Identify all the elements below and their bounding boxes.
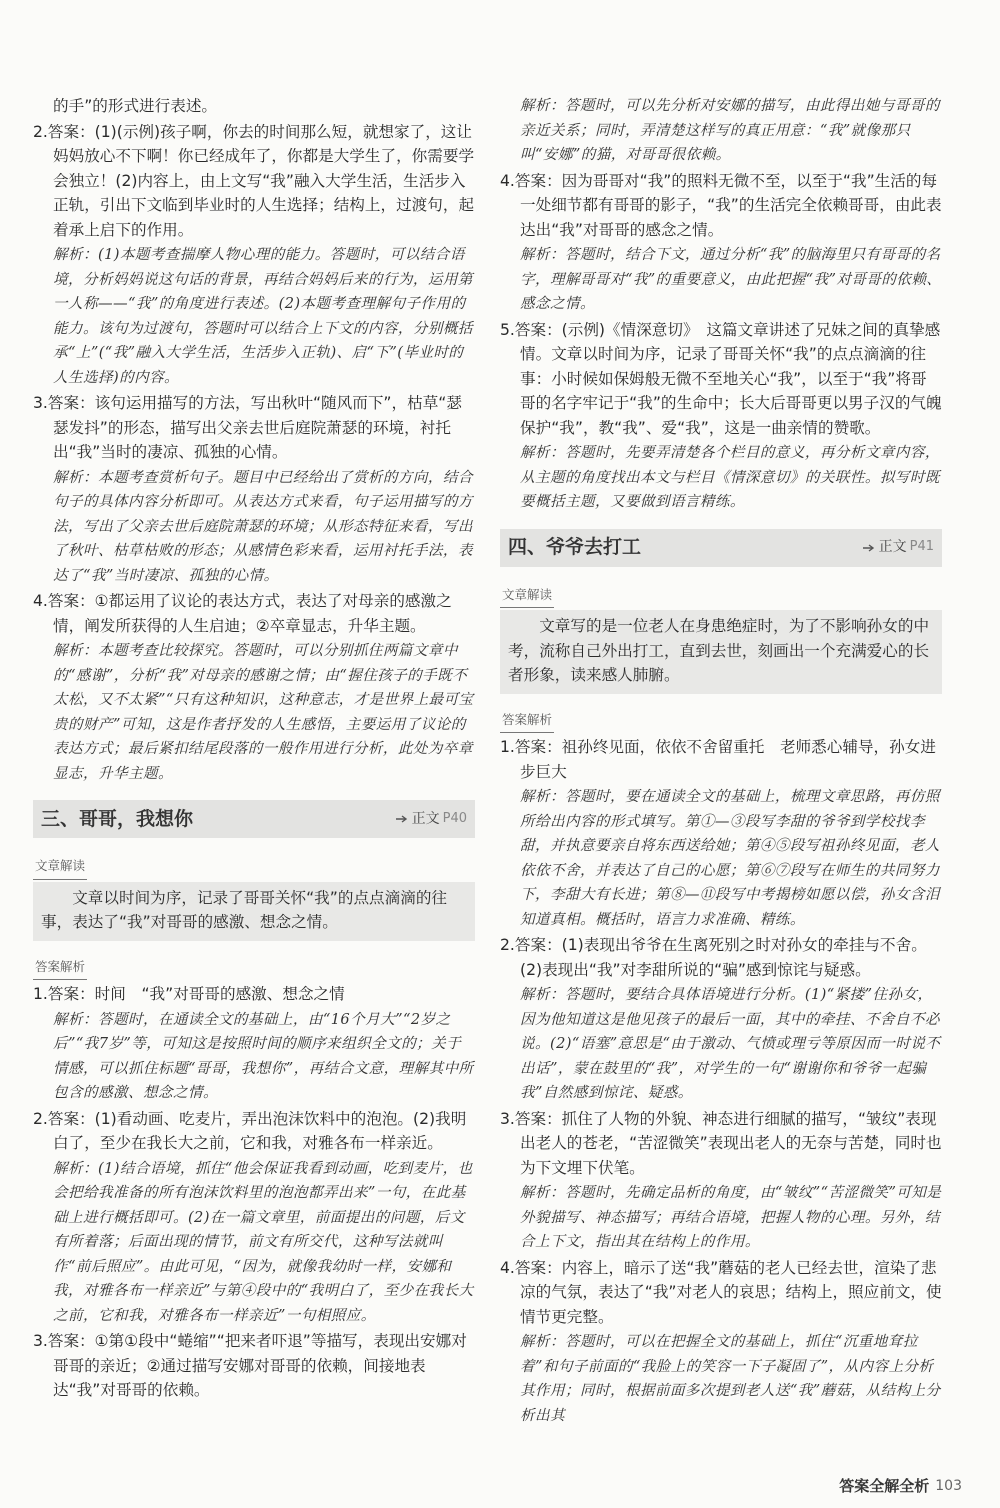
section-header-4 [500, 529, 942, 567]
right-column [500, 94, 942, 1429]
s3-explanation-5: 解析：答题时，先要弄清楚各个栏目的意义，再分析文章内容，从主题的角度找出本文与栏目《情深意切》的关联性。拟写时既要概括主题，又要做到语言精练。 [520, 444, 940, 510]
s3-answer-1: 1.答案：时间 “我”对哥哥的感激、想念之情 [33, 985, 345, 1003]
s4-answer-4: 4.答案：内容上，暗示了送“我”蘑菇的老人已经去世，渲染了悲凉的气氛，表达了“我”对老人的哀思；结构上，照应前文，使情节更完整。 [500, 1258, 942, 1326]
answer-2: 2.答案：(1)(示例)孩子啊，你去的时间那么短，就想家了，这让妈妈放心不下啊！你已经成年了，你都是大学生了，你需要学会独立！(2)内容上，由上文写“我”融入大学生活，生活步入正轨，引出下文临到毕业时的人生选择；结构上，过渡句，起着承上启下的作用。 [33, 122, 475, 239]
s4-explanation-1: 解析：答题时，要在通读全文的基础上，梳理文章思路，再仿照所给出内容的形式填写。第①—③段写李甜的爷爷到学校找李甜，并执意要亲自将东西送给她；第④⑤段写祖孙终见面，老人依依不舍，并表达了自己的心愿；第⑥⑦段写在师生的共同努力下，李甜大有长进；第⑧—⑪段写中考揭榜如愿以偿，孙女含泪知道真相。概括时，语言力求准确、精练。 [520, 788, 940, 928]
s3-answer-5: 5.答案：(示例)《情深意切》 这篇文章讲述了兄妹之间的真挚感情。文章以时间为序，记录了哥哥关怀“我”的点点滴滴的往事：小时候如保姆般无微不至地关心“我”，以至于“我”将哥哥的名字牢记于“我”的生命中；长大后哥哥更以男子汉的气魄保护“我”，教“我”、爱“我”，这是一曲亲情的赞歌。 [500, 320, 942, 437]
s3-explanation-2: 解析：(1)结合语境，抓住“他会保证我看到动画，吃到麦片，也会把给我准备的所有泡沫饮料里的泡泡都弄出来”一句，在此基础上进行概括即可。(2)在一篇文章里，前面提出的问题，后文有所着落；后面出现的情节，前文有所交代，这种写法就叫作“前后照应”。由此可见，“因为，就像我幼时一样，安娜和我，对雅各布一样亲近”与第④段中的“我明白了，至少在我长大之前，它和我，对雅各布一样亲近”一句相照应。 [53, 1159, 474, 1324]
s4-explanation-4: 解析：答题时，可以在把握全文的基础上，抓住“沉重地耷拉着”和句子前面的“我脸上的笑容一下子凝固了”，从内容上分析其作用；同时，根据前面多次提到老人送“我”蘑菇，从结构上分析出其 [520, 1333, 941, 1424]
s3-explanation-4: 解析：答题时，结合下文，通过分析“我”的脑海里只有哥哥的名字，理解哥哥对“我”的重要意义，由此把握“我”对哥哥的依赖、感念之情。 [520, 246, 942, 312]
s3-explanation-3: 解析：答题时，可以先分析对安娜的描写，由此得出她与哥哥的亲近关系；同时，弄清楚这样写的真正用意：“我”就像那只叫“安娜”的猫，对哥哥很依赖。 [520, 97, 940, 163]
article-summary: 文章写的是一位老人在身患绝症时，为了不影响孙女的中考，流称自己外出打工，直到去世，刻画出一个充满爱心的长者形象，读来感人肺腑。 [500, 610, 942, 694]
s4-answer-3: 3.答案：抓住了人物的外貌、神态进行细腻的描写，“皱纹”表现出老人的苍老，“苦涩微笑”表现出老人的无奈与苦楚，同时也为下文埋下伏笔。 [500, 1109, 942, 1177]
article-summary: 文章以时间为序，记录了哥哥关怀“我”的点点滴滴的往事，表达了“我”对哥哥的感激、想念之情。 [33, 882, 475, 941]
answer-4: 4.答案：①都运用了议论的表达方式，表达了对母亲的感激之情，阐发所获得的人生启迪；②卒章显志，升华主题。 [33, 592, 452, 635]
explanation-3: 解析：本题考查赏析句子。题目中已经给出了赏析的方向，结合句子的具体内容分析即可。从表达方式来看，句子运用描写的方法，写出了父亲去世后庭院萧瑟的环境；从形态特征来看，写出了秋叶、枯草枯败的形态；从感情色彩来看，运用衬托手法，表达了“我”当时凄凉、孤独的心情。 [53, 468, 473, 584]
s4-explanation-2: 解析：答题时，要结合具体语境进行分析。(1)“紧搂”住孙女，因为他知道这是他见孩子的最后一面，其中的牵挂、不舍自不必说。(2)“语塞”意思是“由于激动、气愤或理亏等原因而一时说不出话”，蒙在鼓里的“我”，对学生的一句“谢谢你和爷爷一起骗我”自然感到惊诧、疑惑。 [520, 986, 941, 1101]
answer-tag: 答案解析 [33, 955, 87, 981]
page-number: 103 [935, 1477, 962, 1494]
explanation-2: 解析：(1)本题考查揣摩人物心理的能力。答题时，可以结合语境，分析妈妈说这句话的背景，再结合妈妈后来的行为，运用第一人称——“我”的角度进行表述。(2)本题考查理解句子作用的能力。该句为过渡句，答题时可以结合上下文的内容，分别概括承“上”(“我”融入大学生活，生活步入正轨)、启“下”(毕业时的人生选择)的内容。 [53, 246, 473, 386]
s3-answer-2: 2.答案：(1)看动画、吃麦片，弄出泡沫饮料中的泡泡。(2)我明白了，至少在我长大之前，它和我，对雅各布一样亲近。 [33, 1109, 467, 1152]
section-ref [395, 807, 467, 832]
article-tag: 文章解读 [33, 854, 87, 880]
answer-tag: 答案解析 [500, 708, 554, 734]
intro-line: 的手”的形式进行表述。 [53, 97, 218, 115]
section-header-3 [33, 800, 475, 838]
ref-label: 正文 [411, 810, 440, 827]
ref-page: P41 [909, 539, 934, 555]
ref-page: P40 [442, 810, 467, 826]
footer-title: 答案全解全析 [839, 1477, 930, 1495]
arrow-icon [395, 814, 409, 824]
section-title: 四、爷爷去打工 [508, 536, 642, 559]
s3-explanation-1: 解析：答题时，在通读全文的基础上，由“16个月大”“2岁之后”“我7岁”等，可知这是按照时间的顺序来组织全文的；关于情感，可以抓住标题“哥哥，我想你”，再结合文意，理解其中所包含的感激、想念之情。 [53, 1010, 474, 1101]
section-ref [862, 535, 934, 560]
s3-answer-4: 4.答案：因为哥哥对“我”的照料无微不至，以至于“我”生活的每一处细节都有哥哥的影子，“我”的生活完全依赖哥哥，由此表达出“我”对哥哥的感念之情。 [500, 171, 942, 239]
arrow-icon [862, 543, 876, 553]
s4-explanation-3: 解析：答题时，先确定品析的角度，由“皱纹”“苦涩微笑”可知是外貌描写、神态描写；再结合语境，把握人物的心理。另外，结合上下文，指出其在结构上的作用。 [520, 1184, 942, 1250]
answer-3: 3.答案：该句运用描写的方法，写出秋叶“随风而下”，枯草“瑟瑟发抖”的形态，描写出父亲去世后庭院萧瑟的环境，衬托出“我”当时的凄凉、孤独的心情。 [33, 394, 462, 461]
section-title: 三、哥哥，我想你 [41, 807, 194, 830]
s4-answer-1: 1.答案：祖孙终见面，依依不舍留重托 老师悉心辅导，孙女进步巨大 [500, 738, 936, 781]
page-footer [839, 1475, 962, 1496]
explanation-4: 解析：本题考查比较探究。答题时，可以分别抓住两篇文章中的“感谢”，分析“我”对母亲的感谢之情；由“握住孩子的手既不太松，又不太紧”“只有这种知识，这种意志，才是世界上最可宝贵的财产”可知，这是作者抒发的人生感悟，主要运用了议论的表达方式；最后紧扣结尾段落的一般作用进行分析，此处为卒章显志，升华主题。 [53, 642, 474, 782]
left-column [33, 94, 475, 1404]
article-tag: 文章解读 [500, 583, 554, 609]
ref-label: 正文 [878, 539, 907, 556]
s3-answer-3: 3.答案：①第①段中“蜷缩”“把来者吓退”等描写，表现出安娜对哥哥的亲近；②通过描写安娜对哥哥的依赖，间接地表达“我”对哥哥的依赖。 [33, 1332, 467, 1399]
s4-answer-2: 2.答案：(1)表现出爷爷在生离死别之时对孙女的牵挂与不舍。(2)表现出“我”对李甜所说的“骗”感到惊诧与疑惑。 [500, 936, 927, 979]
